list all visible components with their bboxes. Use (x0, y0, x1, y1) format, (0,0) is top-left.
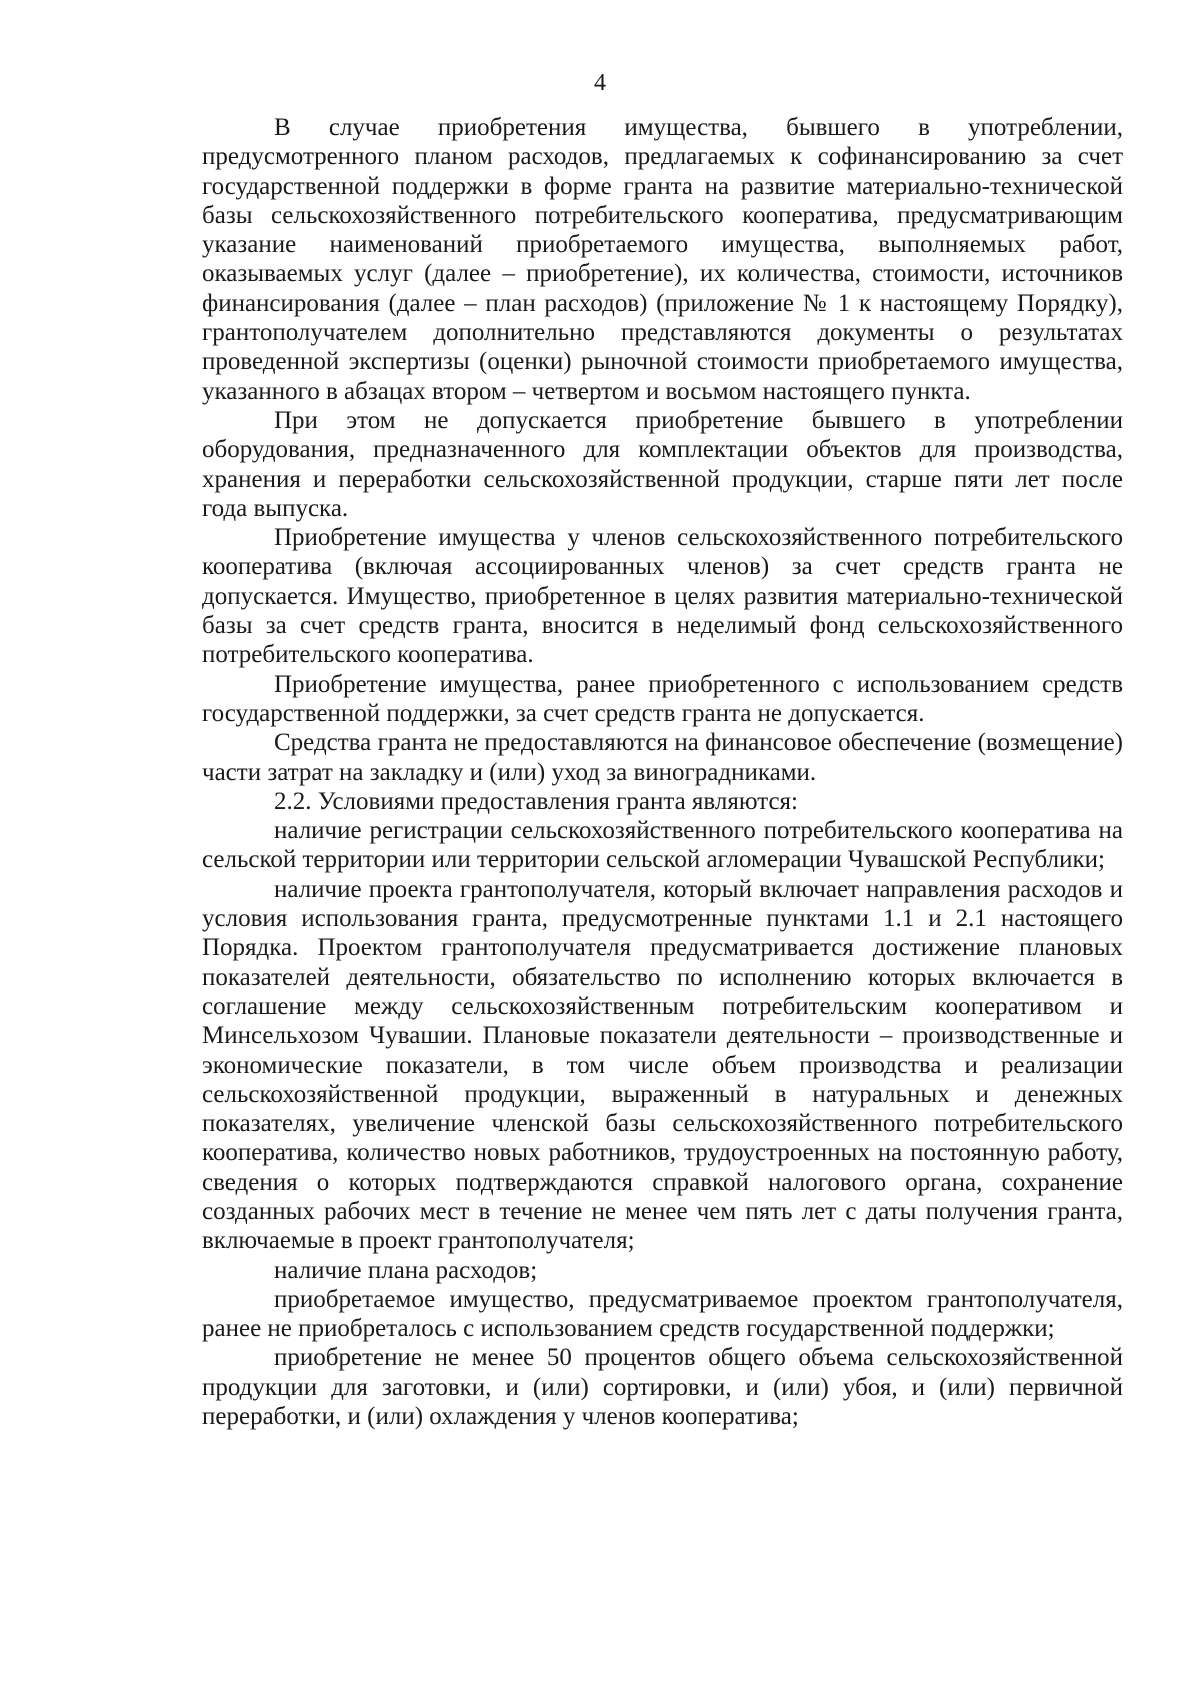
section-heading: 2.2. Условиями предоставления гранта являются: (274, 787, 798, 815)
list-item: наличие проекта грантополучателя, который включает направления расходов и условия использования гранта, предусмотренные пунктами 1.1 и 2.1 настоящего Порядка. Проектом грантополучателя предусматривается достижение плановых показателей деятельности, обязательство по исполнению которых включается в соглашение между сельскохозяйственным потребительским кооперативом и Минсельхозом Чувашии. Плановые показатели деятельности – производственные и экономические показатели, в том числе объем производства и реализации сельскохозяйственной продукции, выраженный в натуральных и денежных показателях, увеличение членской базы сельскохозяйственного потребительского кооператива, количество новых работников, трудоустроенных на постоянную работу, сведения о которых подтверждаются справкой налогового органа, сохранение созданных рабочих мест в течение не менее чем пять лет с даты получения гранта, включаемые в проект грантополучателя; (202, 875, 1123, 1255)
list-item: наличие регистрации сельскохозяйственного потребительского кооператива на сельской территории или территории сельской агломерации Чувашской Республики; (202, 817, 1123, 874)
list-item: наличие плана расходов; (274, 1256, 538, 1284)
page-number: 4 (594, 70, 606, 96)
list-item: приобретаемое имущество, предусматриваемое проектом грантополучателя, ранее не приобреталось с использованием средств государственной поддержки; (202, 1285, 1123, 1343)
paragraph: Приобретение имущества у членов сельскохозяйственного потребительского кооператива (включая ассоциированных членов) за счет средств гранта не допускается. Имущество, приобретенное в целях развития материально-технической базы за счет средств гранта, вносится в неделимый фонд сельскохозяйственного потребительского кооператива. (202, 524, 1123, 669)
list-item: приобретение не менее 50 процентов общего объема сельскохозяйственной продукции для заготовки, и (или) сортировки, и (или) убоя, и (или) первичной переработки, и (или) охлаждения у членов кооператива; (202, 1344, 1123, 1431)
paragraph: Средства гранта не предоставляются на финансовое обеспечение (возмещение) части затрат на закладку и (или) уход за виноградниками. (202, 729, 1123, 786)
paragraph: В случае приобретения имущества, бывшего в употреблении, предусмотренного планом расходов, предлагаемых к софинансированию за счет государственной поддержки в форме гранта на развитие материально-технической базы сельскохозяйственного потребительского кооператива, предусматривающим указание наименований приобретаемого имущества, выполняемых работ, оказываемых услуг (далее – приобретение), их количества, стоимости, источников финансирования (далее – план расходов) (приложение № 1 к настоящему Порядку), грантополучателем дополнительно представляются документы о результатах проведенной экспертизы (оценки) рыночной стоимости приобретаемого имущества, указанного в абзацах втором – четвертом и восьмом настоящего пункта. (202, 114, 1123, 405)
paragraph: Приобретение имущества, ранее приобретенного с использованием средств государственной поддержки, за счет средств гранта не допускается. (202, 670, 1123, 727)
paragraph: При этом не допускается приобретение бывшего в употреблении оборудования, предназначенного для комплектации объектов для производства, хранения и переработки сельскохозяйственной продукции, старше пяти лет после года выпуска. (202, 406, 1123, 522)
document-body (202, 113, 1123, 1431)
